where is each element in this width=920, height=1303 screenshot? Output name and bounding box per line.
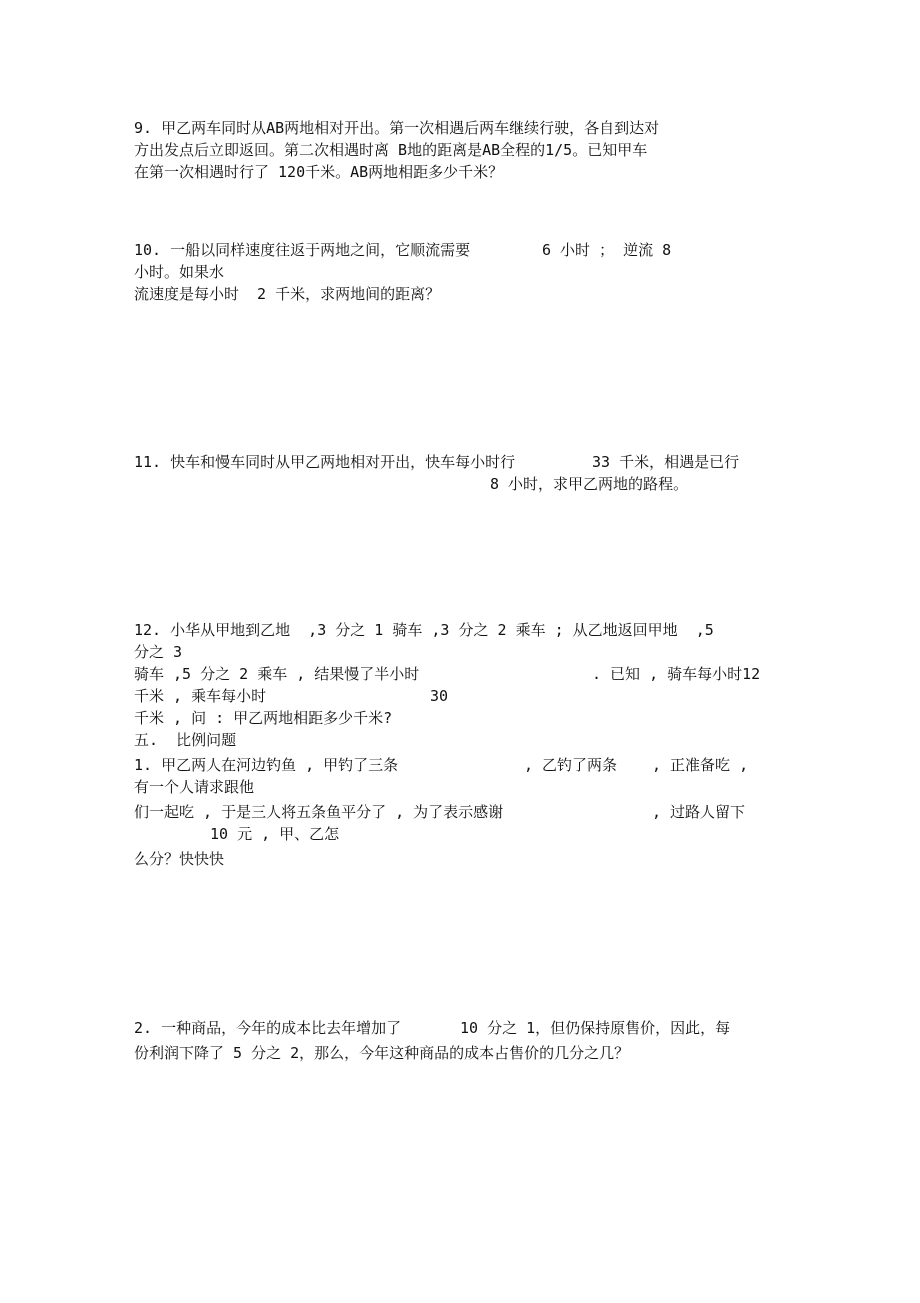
ratio-q2-line-1b: 10 分之 1，但仍保持原售价，因此，每 [460, 1019, 731, 1037]
ratio-q1-line-1c: , 正准备吃 , [652, 756, 749, 774]
ratio-q2-line-1a: 2. 一种商品，今年的成本比去年增加了 [134, 1019, 402, 1037]
problem-9-line-3: 在第一次相遇时行了 120千米。AB两地相距多少千米？ [134, 163, 504, 181]
problem-11-line-1a: 11. 快车和慢车同时从甲乙两地相对开出，快车每小时行 [134, 453, 516, 471]
ratio-q1-line-1a: 1. 甲乙两人在河边钓鱼 , 甲钓了三条 [134, 756, 399, 774]
ratio-q1-line-4: 10 元 , 甲、乙怎 [210, 825, 340, 843]
problem-12-line-4b: 30 [430, 687, 449, 705]
ratio-q1-line-3b: , 过路人留下 [652, 803, 746, 821]
problem-10-line-3: 流速度是每小时 2 千米，求两地间的距离？ [134, 285, 441, 303]
problem-12-line-3a: 骑车 ,5 分之 2 乘车 , 结果慢了半小时 [134, 665, 420, 683]
problem-12-line-2: 分之 3 [134, 643, 183, 661]
problem-12-line-5: 千米 , 问 : 甲乙两地相距多少千米? [134, 709, 393, 727]
problem-10-line-2: 小时。如果水 [134, 263, 225, 281]
ratio-q1-line-5: 么分？快快快 [134, 850, 225, 868]
problem-9-line-2: 方出发点后立即返回。第二次相遇时离 B地的距离是AB全程的1/5。已知甲车 [134, 141, 648, 159]
problem-12-line-3b: . 已知 , 骑车每小时12 [592, 665, 761, 683]
problem-10-line-1a: 10. 一船以同样速度往返于两地之间，它顺流需要 [134, 241, 471, 259]
problem-12-line-1: 12. 小华从甲地到乙地 ,3 分之 1 骑车 ,3 分之 2 乘车 ; 从乙地返回甲地 ,5 [134, 621, 714, 639]
ratio-q2-line-2: 份利润下降了 5 分之 2，那么，今年这种商品的成本占售价的几分之几？ [134, 1044, 630, 1062]
ratio-q1-line-2: 有一个人请求跟他 [134, 778, 255, 796]
problem-11-line-2: 8 小时，求甲乙两地的路程。 [490, 475, 689, 493]
problem-9-line-1: 9. 甲乙两车同时从AB两地相对开出。第一次相遇后两车继续行驶，各自到达对 [134, 119, 660, 137]
problem-12-line-4a: 千米 , 乘车每小时 [134, 687, 267, 705]
problem-11-line-1b: 33 千米，相遇是已行 [592, 453, 740, 471]
ratio-q1-line-3a: 们一起吃 , 于是三人将五条鱼平分了 , 为了表示感谢 [134, 803, 504, 821]
section-5-heading: 五. 比例问题 [134, 731, 237, 749]
problem-10-line-1b: 6 小时 ； 逆流 8 [542, 241, 672, 259]
ratio-q1-line-1b: , 乙钓了两条 [524, 756, 618, 774]
